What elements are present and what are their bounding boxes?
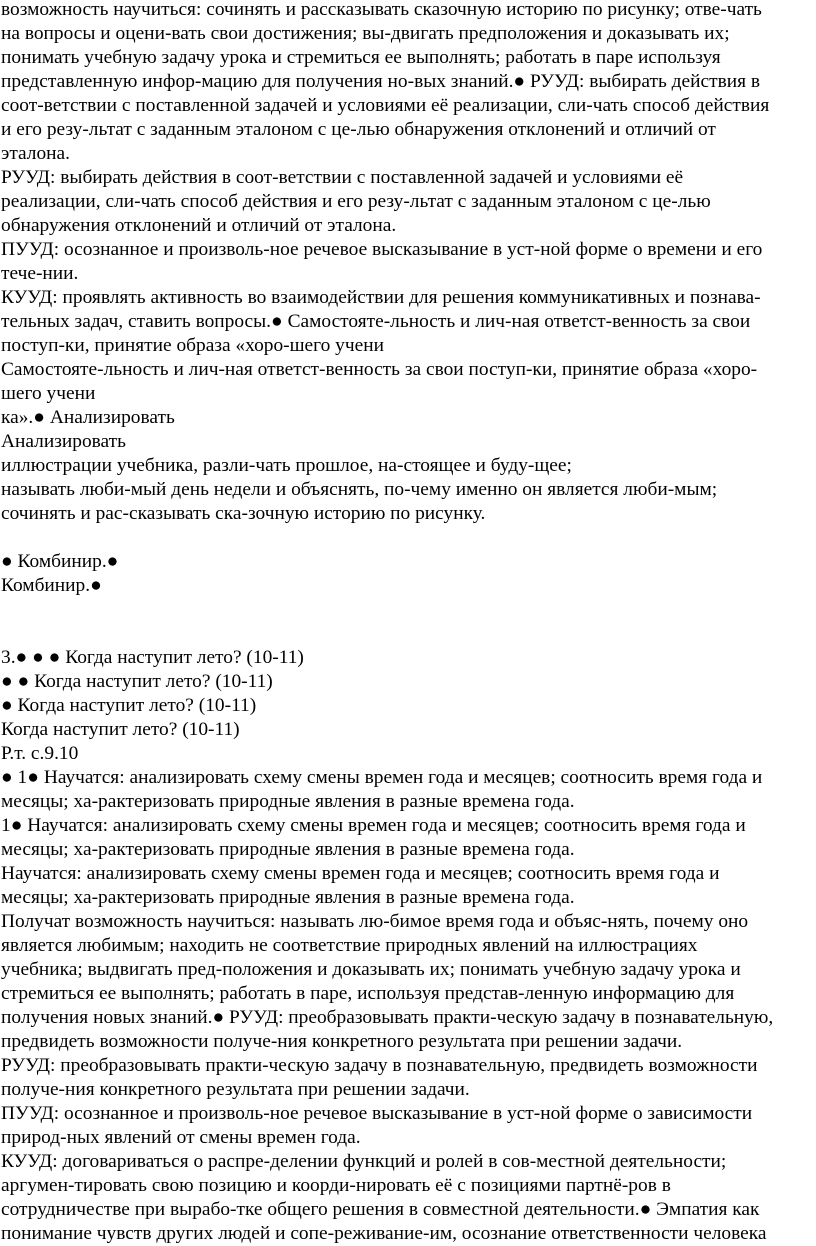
text-line: эталона. [1,143,71,164]
text-line: шего учени [1,383,96,404]
text-line: 3.● ● ● Когда наступит лето? (10-11) [1,647,304,668]
text-line: получе-ния конкретного результата при решении задачи. [1,1079,470,1100]
text-line: на вопросы и оцени-вать свои достижения; вы-двигать предположения и доказывать их; [1,23,730,44]
text-line: сотрудничестве при вырабо-тке общего решения в совместной деятельности.● Эмпатия как [1,1199,760,1220]
text-line: ● Комбинир.● [1,551,119,572]
text-line: 1● Научатся: анализировать схему смены времен года и месяцев; соотносить время года и [1,815,746,836]
text-line: месяцы; ха-рактеризовать природные явления в разные времена года. [1,791,575,812]
text-line: иллюстрации учебника, разли-чать прошлое, на-стоящее и буду-щее; [1,455,572,476]
text-line: понимание чувств других людей и сопе-реживание-им, осознание ответственности человека [1,1223,767,1244]
text-line: ● ● Когда наступит лето? (10-11) [1,671,273,692]
text-line: представленную инфор-мацию для получения но-вых знаний.● РУУД: выбирать действия в [1,71,761,92]
text-line: ка».● Анализировать [1,407,175,428]
text-line: ● Когда наступит лето? (10-11) [1,695,257,716]
text-line: учебника; выдвигать пред-положения и доказывать их; понимать учебную задачу урока и [1,959,741,980]
text-line: аргумен-тировать свою позицию и коорди-нировать её с позициями партнё-ров в [1,1175,671,1196]
text-line: предвидеть возможности получе-ния конкретного результата при решении задачи. [1,1031,683,1052]
text-line: Самостояте-льность и лич-ная ответст-венность за свои поступ-ки, принятие образа «хоро- [1,359,758,380]
text-line: ПУУД: осознанное и произволь-ное речевое высказывание в уст-ной форме о зависимости [1,1103,753,1124]
text-line: тельных задач, ставить вопросы.● Самостояте-льность и лич-ная ответст-венность за свои [1,311,751,332]
text-line: возможность научиться: сочинять и рассказывать сказочную историю по рисунку; отве-чать [1,0,762,20]
text-line: поступ-ки, принятие образа «хоро-шего учени [1,335,384,356]
text-line: понимать учебную задачу урока и стремиться ее выполнять; работать в паре используя [1,47,721,68]
text-line: ПУУД: осознанное и произволь-ное речевое высказывание в уст-ной форме о времени и его [1,239,763,260]
blank-line [1,526,813,550]
text-line: Комбинир.● [1,575,102,596]
text-line: Получат возможность научиться: называть лю-бимое время года и объяс-нять, почему оно [1,911,749,932]
text-line: соот-ветствии с поставленной задачей и условиями её реализации, сли-чать способ действия [1,95,770,116]
text-line: Научатся: анализировать схему смены времен года и месяцев; соотносить время года и [1,863,720,884]
text-line: РУУД: преобразовывать практи-ческую задачу в познавательную, предвидеть возможности [1,1055,758,1076]
text-line: называть люби-мый день недели и объяснять, по-чему именно он является люби-мым; [1,479,718,500]
text-line: сочинять и рас-сказывать ска-зочную историю по рисунку. [1,503,486,524]
text-line: стремиться ее выполнять; работать в паре, используя представ-ленную информацию для [1,983,735,1004]
text-line: и его резу-льтат с заданным эталоном с це-лью обнаружения отклонений и отличий от [1,119,716,140]
text-line: месяцы; ха-рактеризовать природные явления в разные времена года. [1,839,575,860]
blank-line [1,598,813,622]
text-line: Р.т. с.9.10 [1,743,79,764]
text-line: получения новых знаний.● РУУД: преобразовывать практи-ческую задачу в познавательную, [1,1007,774,1028]
text-line: КУУД: проявлять активность во взаимодействии для решения коммуникативных и познава- [1,287,761,308]
text-line: РУУД: выбирать действия в соот-ветствии с поставленной задачей и условиями её [1,167,684,188]
text-line: ● 1● Научатся: анализировать схему смены времен года и месяцев; соотносить время года и [1,767,763,788]
document-body [1,0,813,1246]
text-line: КУУД: договариваться о распре-делении функций и ролей в сов-местной деятельности; [1,1151,727,1172]
text-line: Когда наступит лето? (10-11) [1,719,240,740]
text-line: является любимым; находить не соответствие природных явлений на иллюстрациях [1,935,698,956]
text-line: обнаружения отклонений и отличий от эталона. [1,215,397,236]
text-line: реализации, сли-чать способ действия и его резу-льтат с заданным эталоном с це-лью [1,191,711,212]
text-line: природ-ных явлений от смены времен года. [1,1127,361,1148]
text-line: Анализировать [1,431,126,452]
text-line: тече-нии. [1,263,79,284]
blank-line [1,622,813,646]
text-line: месяцы; ха-рактеризовать природные явления в разные времена года. [1,887,575,908]
